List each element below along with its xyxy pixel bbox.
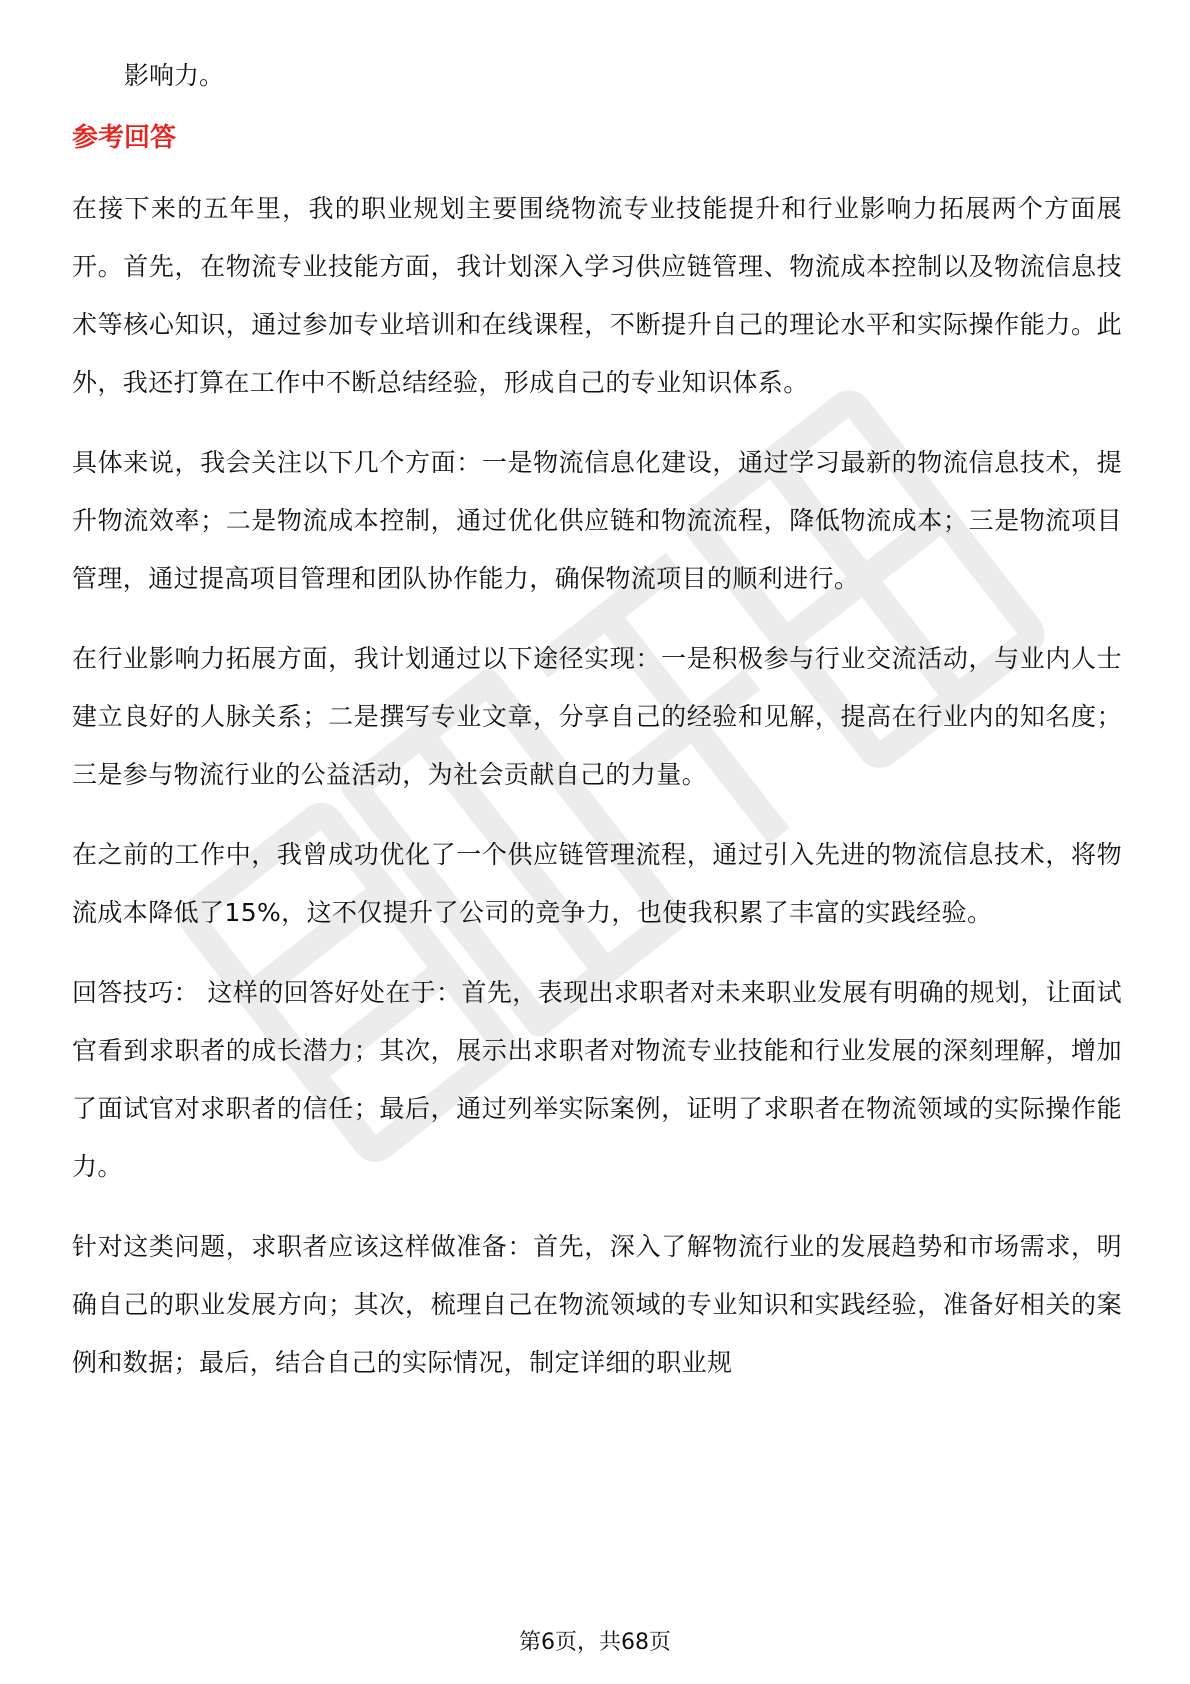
document-body bbox=[72, 56, 1122, 1414]
paragraph-industry-influence: 在行业影响力拓展方面，我计划通过以下途径实现：一是积极参与行业交流活动，与业内人士建立良好的人脉关系；二是撰写专业文章，分享自己的经验和见解，提高在行业内的知名度；三是参与物流行业的公益活动，为社会贡献自己的力量。 bbox=[72, 644, 1122, 789]
paragraph-past-experience: 在之前的工作中，我曾成功优化了一个供应链管理流程，通过引入先进的物流信息技术，将物流成本降低了15%，这不仅提升了公司的竞争力，也使我积累了丰富的实践经验。 bbox=[72, 840, 1122, 927]
paragraph-answer-tips: 回答技巧： 这样的回答好处在于：首先，表现出求职者对未来职业发展有明确的规划，让面试官看到求职者的成长潜力；其次，展示出求职者对物流专业技能和行业发展的深刻理解，增加了面试官对求职者的信任；最后，通过列举实际案例，证明了求职者在物流领域的实际操作能力。 bbox=[72, 978, 1122, 1181]
paragraph-focus-areas: 具体来说，我会关注以下几个方面：一是物流信息化建设，通过学习最新的物流信息技术，提升物流效率；二是物流成本控制，通过优化供应链和物流流程，降低物流成本；三是物流项目管理，通过提高项目管理和团队协作能力，确保物流项目的顺利进行。 bbox=[72, 448, 1122, 593]
continuation-text: 影响力。 bbox=[124, 61, 225, 90]
reference-answer-heading: 参考回答 bbox=[72, 123, 177, 153]
page-number: 第6页，共68页 bbox=[519, 1630, 671, 1655]
paragraph-preparation: 针对这类问题，求职者应该这样做准备：首先，深入了解物流行业的发展趋势和市场需求，明确自己的职业发展方向；其次，梳理自己在物流领域的专业知识和实践经验，准备好相关的案例和数据；最后，结合自己的实际情况，制定详细的职业规 bbox=[72, 1232, 1122, 1377]
paragraph-career-plan: 在接下来的五年里，我的职业规划主要围绕物流专业技能提升和行业影响力拓展两个方面展开。首先，在物流专业技能方面，我计划深入学习供应链管理、物流成本控制以及物流信息技术等核心知识，通过参加专业培训和在线课程，不断提升自己的理论水平和实际操作能力。此外，我还打算在工作中不断总结经验，形成自己的专业知识体系。 bbox=[72, 194, 1122, 397]
